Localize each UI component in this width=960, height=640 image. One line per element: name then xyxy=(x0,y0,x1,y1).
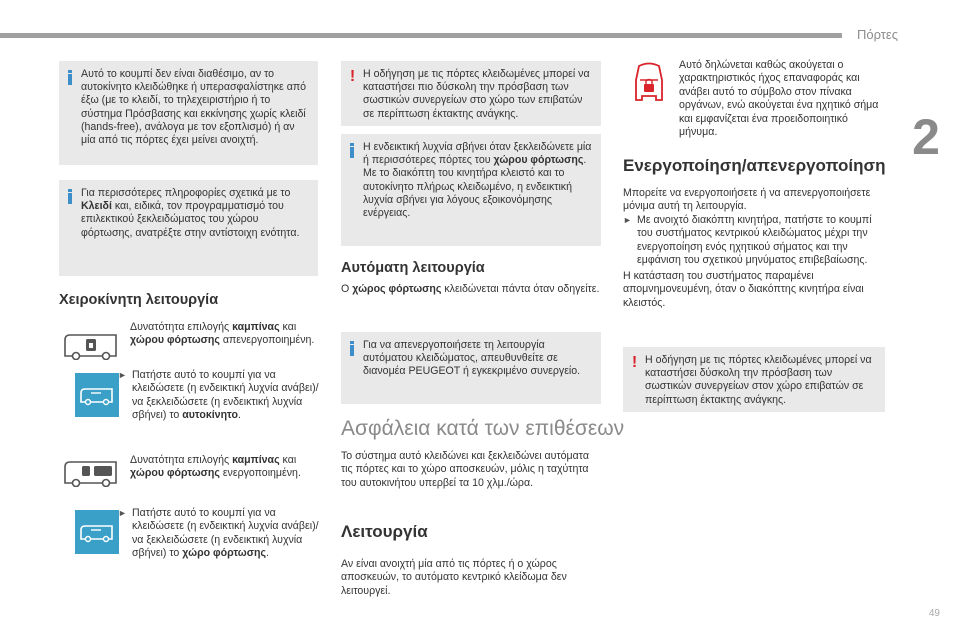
section-heading: Ασφάλεια κατά των επιθέσεων xyxy=(341,417,625,440)
note-text: Η ενδεικτική λυχνία σβήνει όταν ξεκλειδώνετε μία ή περισσότερες πόρτες του xyxy=(363,141,592,167)
text-span: Πατήστε αυτό το κουμπί για να κλειδώσετε (η ενδεικτική λυχνία ανάβει)/να ξεκλειδώσετε (η ενδεικτική λυχνία σβήνει) το xyxy=(132,507,319,560)
info-note xyxy=(341,332,601,404)
note-emphasis: Κλειδί xyxy=(81,200,112,213)
central-lock-button-icon xyxy=(75,510,119,554)
arrow-icon: ► xyxy=(118,508,127,518)
text-bold: χώρο φόρτωσης xyxy=(182,547,266,560)
text-bold: καμπίνας xyxy=(232,321,280,333)
text-bold: καμπίνας xyxy=(232,454,280,466)
info-icon xyxy=(66,70,75,84)
section-heading: Λειτουργία xyxy=(341,522,428,541)
arrow-icon: ► xyxy=(623,215,632,225)
option-text xyxy=(130,454,320,481)
option-text xyxy=(130,321,320,348)
chapter-number: 2 xyxy=(912,109,940,165)
section-heading: Χειροκίνητη λειτουργία xyxy=(59,292,219,308)
text-bold: χώρος φόρτωσης xyxy=(352,283,442,295)
car-lock-warning-icon xyxy=(630,60,668,106)
text-span: Πατήστε αυτό το κουμπί για να κλειδώσετε (η ενδεικτική λυχνία ανάβει)/να ξεκλειδώσετε (η ενδεικτική λυχνία σβήνει) το xyxy=(132,369,319,422)
note-text: και, ειδικά, τον προγραμματισμό του επιλεκτικού ξεκλειδώματος του χώρου φόρτωσης, ανατρέξτε στην αντίστοιχη ενότητα. xyxy=(81,200,300,239)
section-heading: Αυτόματη λειτουργία xyxy=(341,260,485,276)
text-span: και xyxy=(279,321,297,333)
warning-icon: ! xyxy=(349,68,356,85)
text-span: Δυνατότητα επιλογής xyxy=(130,454,233,466)
note-emphasis: χώρου φόρτωσης xyxy=(493,154,584,167)
van-cargo-lock-icon xyxy=(62,457,120,487)
note-text: Η οδήγηση με τις πόρτες κλειδωμένες μπορεί να καταστήσει πιο δύσκολη την πρόσβαση των σωστικών συνεργείων στο χώρο των επιβατών σε περίπτωση έκτακτης ανάγκης. xyxy=(363,68,590,120)
info-icon xyxy=(348,143,357,157)
text-bold: χώρου φόρτωσης xyxy=(130,334,220,347)
arrow-icon: ► xyxy=(118,370,127,380)
van-cabin-lock-icon xyxy=(62,330,120,360)
info-icon xyxy=(348,341,357,355)
header-bar xyxy=(0,33,842,38)
text-span: Με ανοιχτό διακόπτη κινητήρα, πατήστε το κουμπί του συστήματος κεντρικού κλειδώματος μέχρι την ενεργοποίηση ενός ηχητικού σήματος και την εμφάνιση του σχετικού μηνύματος επιβεβαίωσης. xyxy=(637,214,872,267)
chapter-title: Πόρτες xyxy=(856,27,898,42)
text-span: και xyxy=(279,454,297,466)
text-span: Δυνατότητα επιλογής xyxy=(130,321,233,333)
page-number: 49 xyxy=(928,608,940,619)
bullet-text xyxy=(623,214,887,268)
text-span: απενεργοποιημένη. xyxy=(219,334,315,347)
body-text: Μπορείτε να ενεργοποιήσετε ή να απενεργοποιήσετε μόνιμα αυτή τη λειτουργία. xyxy=(623,187,871,213)
body-text: Αυτό δηλώνεται καθώς ακούγεται ο χαρακτηριστικός ήχος επαναφοράς και ανάβει αυτό το σύμβολο στον πίνακα οργάνων, ενώ ακούγεται ένα ηχητικό σήμα και εμφανίζεται ένα προειδοποιητικό μήνυμα. xyxy=(679,59,879,139)
body-text: Η κατάσταση του συστήματος παραμένει απομνημονευμένη, όταν ο διακόπτης κινητήρα είναι κλειστός. xyxy=(623,270,864,309)
text-span: κλειδώνεται πάντα όταν οδηγείτε. xyxy=(441,283,600,295)
section-heading: Ενεργοποίηση/απενεργοποίηση xyxy=(623,156,886,175)
info-icon xyxy=(66,189,75,203)
note-text: . Με το διακόπτη του κινητήρα κλειστό και το αυτοκίνητο πλήρως κλειδωμένο, η ενδεικτική λυχνία σβήνει για λόγους εξοικονόμησης ενέργειας. xyxy=(363,154,587,220)
warning-note xyxy=(341,61,601,126)
text-span: ενεργοποιημένη. xyxy=(219,467,301,480)
note-text: Για να απενεργοποιήσετε τη λειτουργία αυτόματου κλειδώματος, απευθυνθείτε σε διανομέα PEUGEOT ή εγκεκριμένο συνεργείο. xyxy=(363,339,581,378)
warning-note xyxy=(623,347,885,412)
body-text: Το σύστημα αυτό κλειδώνει και ξεκλειδώνει αυτόματα τις πόρτες και το χώρο αποσκευών, μόλις η ταχύτητα του αυτοκινήτου υπερβεί τα 10 χλμ./ώρα. xyxy=(341,450,589,489)
info-note xyxy=(59,180,318,276)
step-text xyxy=(118,507,323,561)
text-span: . xyxy=(265,547,269,560)
body-text: Αν είναι ανοιχτή μία από τις πόρτες ή ο χώρος αποσκευών, το αυτόματο κεντρικό κλείδωμα δεν λειτουργεί. xyxy=(341,558,567,597)
warning-icon: ! xyxy=(631,354,638,371)
note-text: Αυτό το κουμπί δεν είναι διαθέσιμο, αν το αυτοκίνητο κλειδώθηκε ή υπερασφαλίστηκε από έξω (με το κλειδί, το τηλεχειριστήριο ή το σύστημα Πρόσβασης και εκκίνησης χωρίς κλειδί (hands-free), ανάλογα με τον εξοπλισμό) ή αν μία από τις πόρτες έχει μείνει ανοιχτή. xyxy=(81,68,307,147)
text-span: . xyxy=(237,409,241,422)
body-text xyxy=(341,283,606,296)
step-text xyxy=(118,369,323,423)
text-span: Ο xyxy=(341,283,353,295)
info-note xyxy=(59,61,318,165)
note-text: Για περισσότερες πληροφορίες σχετικά με το xyxy=(81,187,291,199)
text-bold: αυτοκίνητο xyxy=(182,409,238,422)
info-note xyxy=(341,134,601,246)
central-lock-button-icon xyxy=(75,373,119,417)
text-bold: χώρου φόρτωσης xyxy=(130,467,220,480)
note-text: Η οδήγηση με τις πόρτες κλειδωμένες μπορεί να καταστήσει δύσκολη την πρόσβαση των σωστικών συνεργείων στον χώρο επιβατών σε περίπτωση έκτακτης ανάγκης. xyxy=(645,354,872,406)
